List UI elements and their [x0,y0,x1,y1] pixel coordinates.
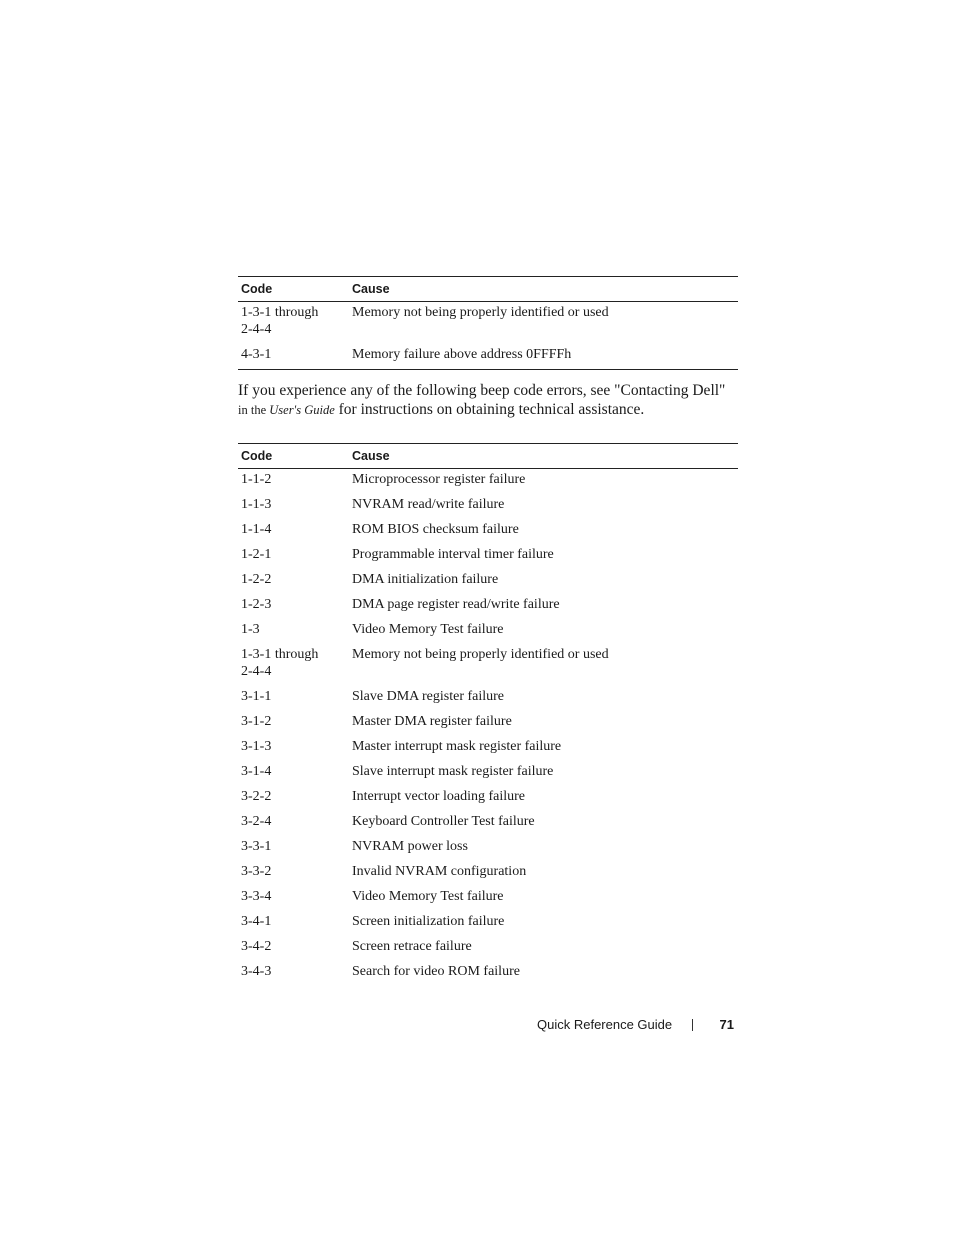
cause-column-header: Cause [352,449,390,463]
code-cell: 1-3-1 through 2-4-4 [241,305,319,337]
users-guide-reference: User's Guide [269,403,335,417]
footer-separator [692,1019,693,1031]
code-cell: 1-2-1 [241,547,272,562]
cause-cell: Memory failure above address 0FFFFh [352,347,572,362]
table-body [238,302,738,370]
code-cell: 3-1-2 [241,714,272,729]
cause-cell: Keyboard Controller Test failure [352,814,535,829]
code-cell: 3-4-1 [241,914,272,929]
table-row [238,813,738,830]
code-cell: 3-4-3 [241,964,272,979]
cause-cell: Master interrupt mask register failure [352,739,562,754]
cause-cell: Memory not being properly identified or used [352,647,609,662]
table-row [238,346,738,363]
paragraph-in-the: in the [238,403,270,417]
code-cell: 3-4-2 [241,939,272,954]
cause-cell: NVRAM power loss [352,839,468,854]
cause-cell: Screen initialization failure [352,914,505,929]
code-cell: 3-3-1 [241,839,272,854]
code-cell: 1-2-3 [241,597,272,612]
code-cell: 1-1-3 [241,497,272,512]
paragraph-rest: for instructions on obtaining technical assistance. [334,401,645,418]
guide-title: Quick Reference Guide [537,1016,673,1032]
table-row [238,646,738,680]
cause-cell: DMA page register read/write failure [352,597,560,612]
table-body [238,469,738,980]
code-cell: 3-2-4 [241,814,272,829]
code-cell: 4-3-1 [241,347,272,362]
cause-cell: DMA initialization failure [352,572,499,587]
code-cell: 1-3-1 through 2-4-4 [241,647,319,679]
cause-cell: ROM BIOS checksum failure [352,522,519,537]
code-cell: 3-1-1 [241,689,272,704]
code-column-header: Code [241,449,273,463]
table-row [238,788,738,805]
table-row [238,596,738,613]
code-column-header: Code [241,282,273,296]
cause-cell: Programmable interval timer failure [352,547,554,562]
cause-cell: Interrupt vector loading failure [352,789,525,804]
page-footer [530,1014,738,1034]
table-row [238,888,738,905]
beep-code-table-1 [238,276,738,370]
instruction-paragraph [238,381,748,420]
table-row [238,621,738,638]
code-cell: 3-3-4 [241,889,272,904]
code-cell: 1-2-2 [241,572,272,587]
table-row [238,521,738,538]
cause-column-header: Cause [352,282,390,296]
table-row [238,913,738,930]
code-cell: 1-1-4 [241,522,272,537]
cause-cell: Slave DMA register failure [352,689,505,704]
table-row [238,688,738,705]
cause-cell: Video Memory Test failure [352,889,504,904]
cause-cell: NVRAM read/write failure [352,497,505,512]
table-header [238,276,738,302]
cause-cell: Screen retrace failure [352,939,472,954]
cause-cell: Master DMA register failure [352,714,512,729]
code-cell: 3-1-3 [241,739,272,754]
table-row [238,304,738,338]
table-row [238,763,738,780]
table-row [238,496,738,513]
table-row [238,546,738,563]
table-row [238,713,738,730]
table-header [238,443,738,469]
code-cell: 1-3 [241,622,260,637]
cause-cell: Slave interrupt mask register failure [352,764,554,779]
code-cell: 3-1-4 [241,764,272,779]
table-row [238,738,738,755]
table-row [238,963,738,980]
cause-cell: Video Memory Test failure [352,622,504,637]
cause-cell: Memory not being properly identified or used [352,305,609,320]
code-cell: 3-3-2 [241,864,272,879]
beep-code-table-2 [238,443,738,988]
paragraph-line-1: If you experience any of the following beep code errors, see "Contacting Dell" [238,382,726,399]
table-row [238,571,738,588]
table-row [238,863,738,880]
paragraph-line-2 [238,400,748,420]
table-row [238,838,738,855]
cause-cell: Microprocessor register failure [352,472,526,487]
code-cell: 3-2-2 [241,789,272,804]
cause-cell: Search for video ROM failure [352,964,520,979]
table-row [238,471,738,488]
table-row [238,938,738,955]
cause-cell: Invalid NVRAM configuration [352,864,527,879]
page-number: 71 [719,1016,734,1032]
code-cell: 1-1-2 [241,472,272,487]
